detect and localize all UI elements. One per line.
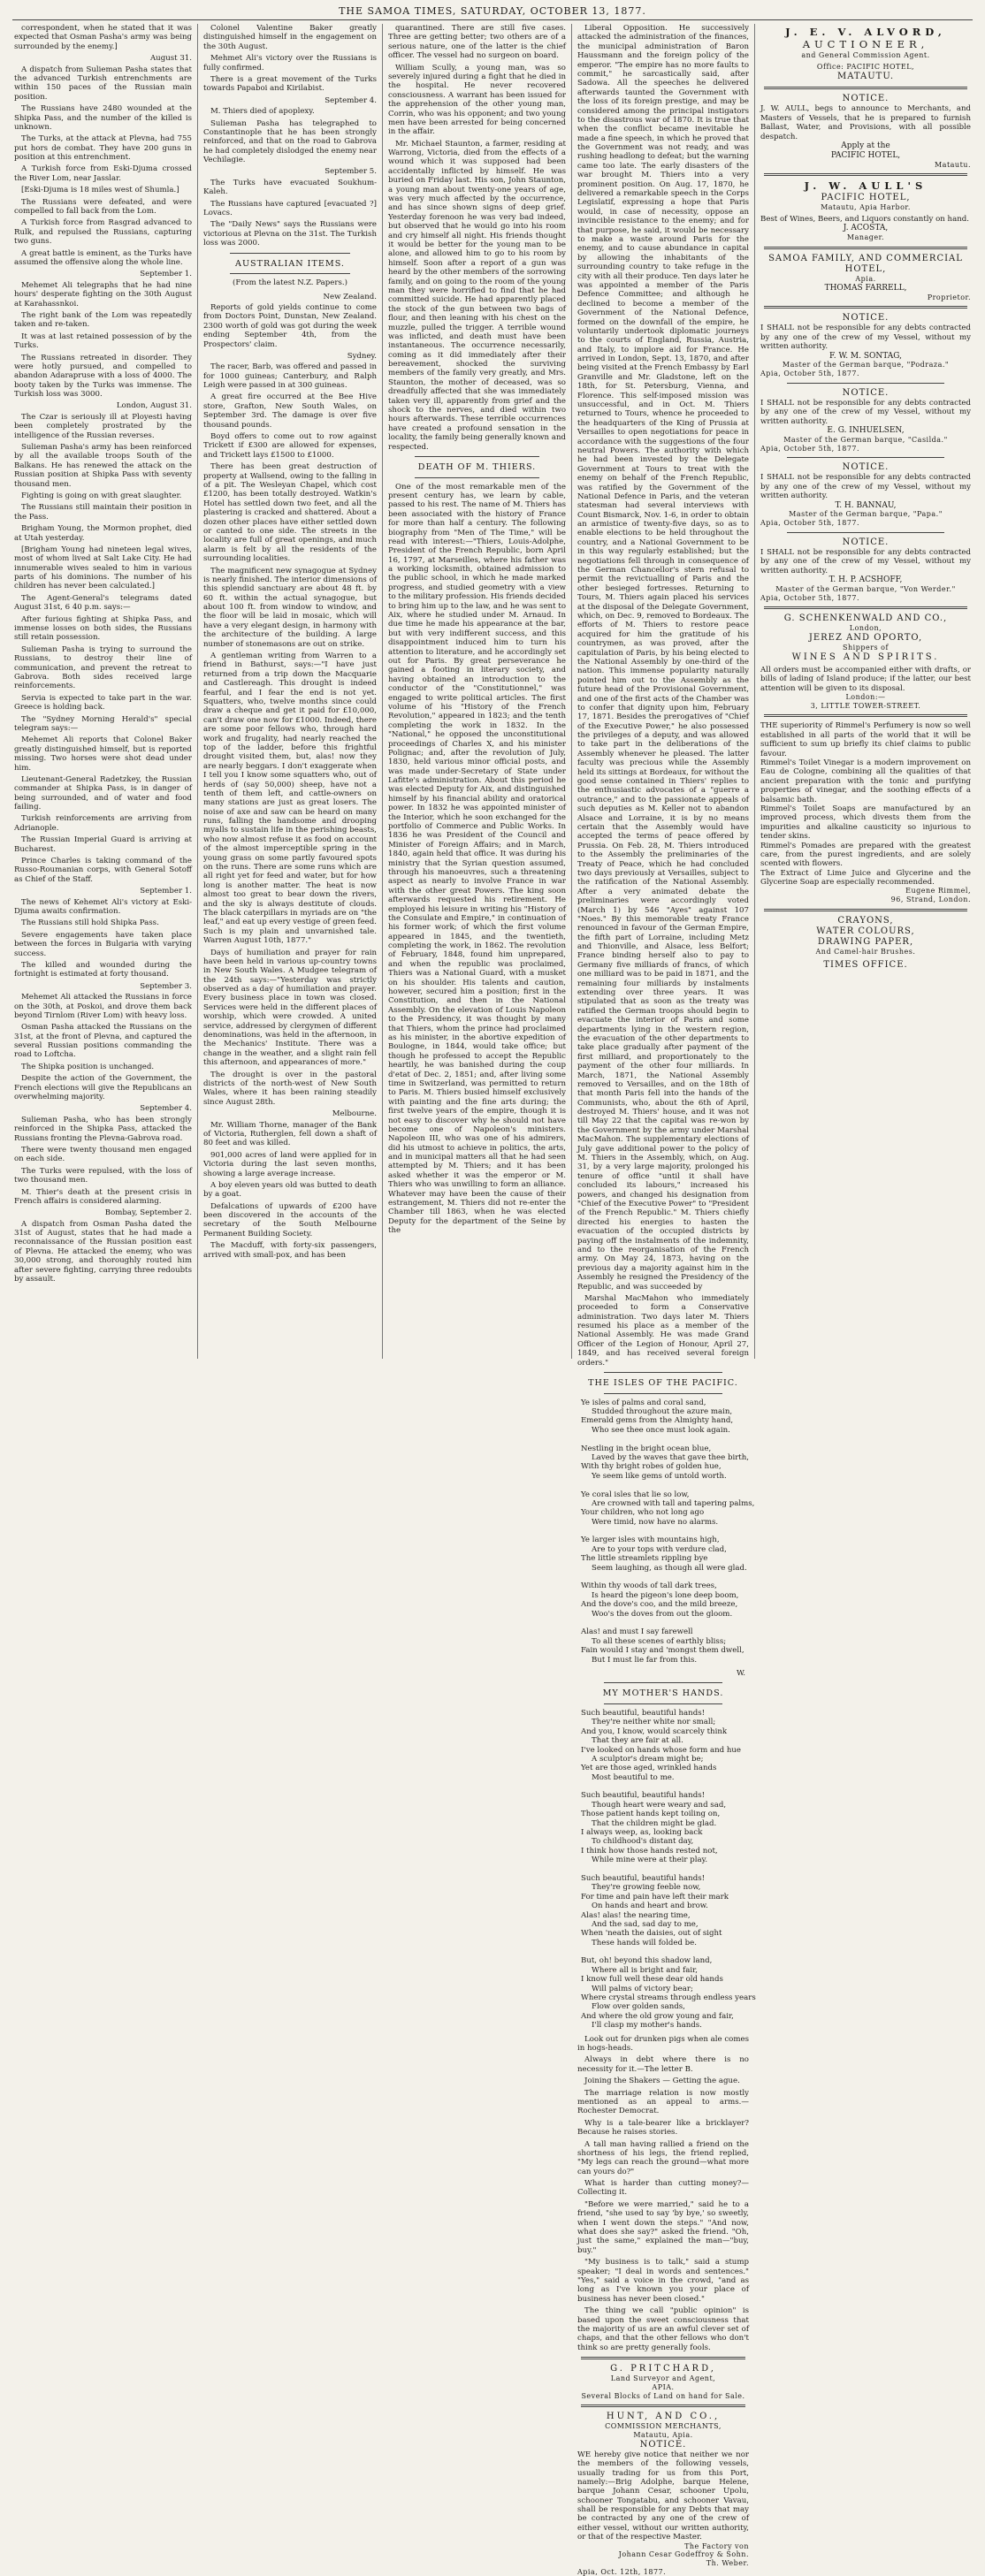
notice-bannau [760, 462, 971, 527]
alvord-title: AUCTIONEER, [802, 37, 929, 50]
poem-line: Your children, who not long ago [581, 1508, 705, 1518]
hunt-date: Apia, Oct. 12th, 1877. [577, 2567, 667, 2576]
paragraph: The Russians retreated in disorder. They were hotly pursued, and compelled to abandon Adarapruse with a loss of 4000. The booty taken by the Turks was immense. The Turkish loss was 3000. [14, 353, 192, 400]
hunt-name: HUNT, AND CO., [606, 2412, 721, 2422]
paragraph: There is a great movement of the Turks towards Papaboi and Kirilabist. [203, 74, 377, 94]
paragraph: Mehemet Ali attacked the Russians in force on the 30th, at Poskoi, and drove them back beyond Tirnlom (River Lom) with heavy loss. [14, 993, 192, 1020]
poem-line [581, 1619, 749, 1627]
divider [604, 1393, 722, 1394]
divider [581, 2405, 745, 2407]
poem-line: Who see thee once must look again. [592, 1425, 730, 1435]
hunt-sig-1: The Factory von [684, 2542, 749, 2550]
paragraph: Prince Charles is taking command of the Russo-Roumanian corps, with General Sotoff as Chief of the Staff. [14, 857, 192, 884]
dateline: September 1. [140, 270, 192, 279]
paragraph: The marriage relation is now mostly mentioned as an appeal to arms.—Rochester Democrat. [577, 2088, 749, 2116]
paragraph: Sulieman Pasha's army has been reinforced by all the available troops South of the Balkans. He has renewed the attack on the Russian position at Shipka Pass with seventy thousand men. [14, 443, 192, 489]
divider [764, 173, 967, 176]
notice-acshoff [760, 537, 971, 602]
paragraph: The Agent-General's telegrams dated August 31st, 6 40 p.m. says:— [14, 593, 192, 613]
paragraph: The drought is over in the pastoral districts of the north-west of New South Wales, where it has been raining steadily since August 28th. [203, 1070, 377, 1107]
poem-line: Were timid, now have no alarms. [592, 1517, 719, 1527]
notice-date: Apia, October 5th, 1877. [760, 519, 860, 528]
notice-body: I SHALL not be responsible for any debts contracted by any one of the crew of my Vessel, without my written authority. [760, 473, 971, 501]
paragraph: Reports of gold yields continue to come from Doctors Point, Dunstan, New Zealand. 2300 worth of gold was got during the week ending September 4th, from the Prospectors' claim. [203, 302, 377, 349]
column-3 [383, 24, 572, 1359]
schenkenwald-ad [760, 614, 971, 710]
rimmel-sig: Eugene Rimmel, [905, 887, 971, 896]
poem [581, 1398, 755, 1665]
paragraph: Lieutenant-General Radetzkey, the Russian commander at Shipka Pass, is in danger of being surrounded, and of water and food failing. [14, 774, 192, 812]
poem-line: The little streamlets rippling bye [581, 1554, 708, 1564]
notice-name: F. W. M. SONTAG, [828, 351, 903, 361]
poem-line: I think how those hands rested not, [581, 1846, 718, 1856]
dateline: Sydney. [347, 351, 377, 361]
samoa-owner: THOMAS FARRELL, [824, 283, 907, 293]
alvord-town: MATAUTU. [836, 72, 895, 82]
poem-line: That they are fair at all. [592, 1736, 683, 1746]
poem-line: Ye coral isles that lie so low, [581, 1490, 690, 1499]
poem-line: Where all is bright and fair, [592, 1965, 699, 1975]
paragraph: The Russians were defeated, and were compelled to fall back from the Lom. [14, 197, 192, 217]
divider [764, 247, 967, 249]
pritchard-role: Land Surveyor and Agent, [610, 2374, 716, 2383]
pritchard-name: G. PRITCHARD, [610, 2364, 716, 2374]
paragraph: M. Thier's death at the present crisis in French affairs is considered alarming. [14, 1187, 192, 1206]
notice-heading: NOTICE. [842, 94, 890, 104]
sch-body: All orders must be accompanied either with drafts, or bills of lading of Island produce; if the latter, our best attention will be given to its disposal. [760, 665, 971, 693]
paragraph: A tall man having rallied a friend on the shortness of his legs, the friend replied, "My legs can reach the ground—what more can yours do?" [577, 2139, 749, 2176]
dateline: August 31. [149, 54, 192, 64]
poem-line: Are to your tops with verdure clad, [592, 1544, 727, 1554]
notice-date: Apia, October 5th, 1877. [760, 444, 860, 453]
paragraph: quarantined. There are still five cases. Three are getting better; two others are of a serious nature, one of the latter is the chief officer. The vessel had no surgeon on board. [388, 24, 566, 61]
paragraph: Severe engagements have taken place between the forces in Bulgaria with varying success. [14, 930, 192, 958]
rimmel-p1: THE superiority of Rimmel's Perfumery is now so well established in all parts of the world that it will be sufficient to sum up briefly its chief claims to public favour. [760, 721, 971, 758]
hunt-sig-2: Johann Cesar Godeffroy & Sohn. [618, 2550, 749, 2559]
paragraph: The Shipka position is unchanged. [21, 1062, 155, 1071]
poem-line: Such beautiful, beautiful hands! [581, 1791, 706, 1801]
poem-line: Where crystal streams through endless years [581, 1993, 756, 2003]
paragraph: Fighting is going on with great slaughter. [21, 491, 182, 500]
poem-line: While mine were at their play. [592, 1856, 708, 1865]
divider [604, 1372, 722, 1373]
paragraph: Turkish reinforcements are arriving from Adrianople. [14, 814, 192, 833]
dateline: September 4. [325, 95, 377, 105]
paragraph: The Turks have evacuated Soukhum-Kaleh. [203, 178, 377, 197]
divider [604, 1682, 722, 1683]
poem-line: Alas! and must I say farewell [581, 1627, 693, 1637]
poem-line: Ye larger isles with mountains high, [581, 1536, 720, 1545]
paragraph: The "Daily News" says the Russians were victorious at Plevna on the 31st. The Turkish loss was 2000. [203, 220, 377, 248]
poem-line: I always weep, as, looking back [581, 1828, 703, 1838]
notice-body: I SHALL not be responsible for any debts contracted by any one of the crew of my Vessel, without my written authority. [760, 398, 971, 426]
paragraph: Days of humiliation and prayer for rain have been held in various up-country towns in New South Wales. A Mudgee telegram of the 24th says:—"Yesterday was strictly observed as a day of humiliation and prayer. Every business place in town was closed. Services were held in the different places of worship, which were crowded. A united service, addressed by clergymen of different denominations, was held in the afternoon, in the Mechanics' Institute. There was a change in the weather, and a slight rain fell this afternoon, and appearances of more." [203, 948, 377, 1068]
poem-line: Laved by the waves that gave thee birth, [592, 1452, 750, 1462]
section-heading: AUSTRALIAN ITEMS. [235, 258, 345, 269]
alvord-ad [760, 27, 971, 82]
poem-line: Will palms of victory bear; [592, 1984, 693, 1993]
poem-line: With thy bright robes of golden hue, [581, 1462, 722, 1472]
poem-line [581, 1435, 749, 1444]
column-4 [572, 24, 756, 2576]
paragraph: Joining the Shakers — Getting the ague. [584, 2077, 740, 2086]
paragraph: Despite the action of the Government, the French elections will give the Republicans an overwhelming majority. [14, 1074, 192, 1102]
paragraph: Colonel Valentine Baker greatly distinguished himself in the engagement on the 30th August. [203, 24, 377, 51]
poem-line: And the dove's coo, and the mild breeze, [581, 1600, 738, 1610]
notice-body: J. W. AULL, begs to announce to Merchants, and Masters of Vessels, that he is prepared to furnish Ballast, Water, and Provisions, with all possible despatch. [760, 104, 971, 141]
poem-line: Within thy woods of tall dark trees, [581, 1581, 717, 1591]
rimmel-addr: 96, Strand, London. [890, 896, 971, 904]
paragraph: The magnificent new synagogue at Sydney is nearly finished. The interior dimensions of this splendid sanctuary are about 48 ft. by 60 ft. within the actual synagogue, but about 100 ft. from window to window, and the floor will be laid in mosaic, which will have a very elegant design, in harmony with the architecture of the building. A large number of stonemasons are out on strike. [203, 566, 377, 649]
section-heading: THE ISLES OF THE PACIFIC. [588, 1378, 738, 1389]
poem [581, 1708, 756, 2031]
notice-date: Apia, October 5th, 1877. [760, 370, 860, 378]
paragraph: A great fire occurred at the Bee Hive store, Grafton, New South Wales, on September 3rd. The damage is over five thousand pounds. [203, 392, 377, 430]
poem-line: Alas! alas! the nearing time, [581, 1910, 691, 1920]
notice-body: I SHALL not be responsible for any debts contracted by any one of the crew of my Vessel, without my written authority. [760, 547, 971, 575]
section-heading: MY MOTHER'S HANDS. [602, 1688, 724, 1699]
poem-line: And where the old grow young and fair, [581, 2011, 734, 2021]
poem-line [581, 1947, 749, 1956]
samoa-hotel-ad [760, 254, 971, 301]
notice-role: Master of the German barque, "Podraza." [782, 361, 950, 370]
crayons-line-3: DRAWING PAPER, [817, 936, 914, 947]
poem-line: When 'neath the daisies, out of sight [581, 1929, 722, 1939]
poem-line [581, 1865, 749, 1874]
advertisements-column [755, 24, 976, 1359]
aull-manager-title: Manager. [846, 233, 885, 242]
poem-line: On hands and heart and brow. [592, 1902, 708, 1911]
alvord-name: J. E. V. ALVORD, [785, 26, 946, 38]
paragraph: The right bank of the Lom was repeatedly taken and re-taken. [14, 310, 192, 330]
divider [415, 456, 539, 457]
crayons-line-2: WATER COLOURS, [816, 926, 915, 936]
dateline: September 1. [140, 887, 192, 896]
paragraph: Mr. Michael Staunton, a farmer, residing at Warrong, Victoria, died from the effects of a wound which it was supposed had been accidentally inflicted by himself. He was buried on Friday last. His son, John Staunton, a young man about twenty-one years of age, was very much affected by the occurrence, and has since shown signs of deep grief. Yesterday forenoon he was very bad indeed, but observed that he would go into his room and cry himself all night. His friends thought it would be better for the young man to be alone, and allowed him to go to his room by himself. Soon after a report of a gun was heard by the other members of the sorrowing family, and on going to the room of the young man they were horrified to find that he had committed suicide. He had apparently placed the stock of the gun between two bags of flour, and then leaning with his chest on the muzzle, pulled the trigger. A terrible wound was inflicted, and death must have been instantaneous. The occurrence necessarily, coming as it did immediately after their bereavement, shocked the surviving members of the family very greatly, and Mrs. Staunton, the mother of deceased, was so dreadfully affected that she was immediately taken very ill, apparently from grief and the shock to the nerves, and died within two hours afterwards. These terrible occurrences have created a profound sensation in the locality, the family being generally known and respected. [388, 139, 566, 452]
poem-line: Most beautiful to me. [592, 1772, 675, 1782]
paragraph: 901,000 acres of land were applied for in Victoria during the last seven months, showing a large average increase. [203, 1150, 377, 1178]
poem-line: Such beautiful, beautiful hands! [581, 1708, 706, 1718]
rimmel-p2: Rimmel's Toilet Vinegar is a modern improvement on Eau de Cologne, combining all the qualities of that ancient preparation with the tonic and purifying properties of vinegar, and the soothing effects of a balsamic bath. [760, 758, 971, 804]
paragraph: A boy eleven years old was butted to death by a goat. [203, 1180, 377, 1200]
poem-line: Nestling in the bright ocean blue, [581, 1444, 712, 1453]
alvord-office: Office: PACIFIC HOTEL, [816, 63, 915, 72]
divider [230, 253, 350, 254]
paragraph: There has been great destruction of property at Wallsend, owing to the falling in of a pit. The Wesleyan Chapel, which cost £1200, has been totally destroyed. Watkin's Hotel has settled down two feet, and all the plastering is cracked and shattered. About a dozen other places have either settled down or canted to one side. The streets in the locality are full of great openings, and much alarm is felt by all the residents of the surrounding localities. [203, 462, 377, 564]
rimmel-p4: Rimmel's Pomades are prepared with the greatest care, from the purest ingredients, and are solely scented with flowers. [760, 841, 971, 869]
poem-line: I've looked on hands whose form and hue [581, 1745, 742, 1755]
divider [230, 273, 350, 274]
section-subheading: (From the latest N.Z. Papers.) [233, 278, 347, 288]
columns [9, 24, 976, 2576]
hunt-ad [577, 2412, 749, 2576]
paragraph: The Turks were repulsed, with the loss of two thousand men. [14, 1166, 192, 1185]
rimmel-ad [760, 721, 971, 903]
paragraph: The news of Kehemet Ali's victory at Eski-Djuma awaits confirmation. [14, 897, 192, 916]
divider [787, 457, 944, 458]
notice-role: Master of the German barque, "Von Werder." [775, 584, 956, 593]
paragraph: [Eski-Djuma is 18 miles west of Shumla.] [21, 186, 179, 195]
poem-line: I know full well these dear old hands [581, 1975, 723, 1985]
aull-notice [760, 94, 971, 169]
paragraph: Mehemet Ali reports that Colonel Baker greatly distinguished himself, but is reported missing. Two horses were shot dead under him. [14, 735, 192, 773]
divider [764, 909, 967, 911]
sch-addr: 3, LITTLE TOWER-STREET. [810, 701, 921, 710]
hunt-body: WE hereby give notice that neither we nor the members of the following vessels, usually trading for us from this Port, namely:—Brig Adolphe, barque Helene, barque Johann Cesar, schooner Upolu, schooner Tongatabu, and schooner Vavau, shall be responsible for any Debts that may be contracted by any one of the crew of either vessel, without our written authority, or that of the respective Master. [577, 2450, 749, 2542]
poem-line: And you, I know, would scarcely think [581, 1726, 728, 1736]
paragraph: Mehemet Ali telegraphs that he had nine hours' desperate fighting on the 30th August at Karahassnkoi. [14, 280, 192, 309]
divider [764, 714, 967, 717]
paragraph: Liberal Opposition. He successively attacked the administration of the finances, the municipal administration of Baron Haussmann and the foreign policy of the emperor. "The empire has no more faults to commit," he sarcastically said, after Sadowa. All the speeches he delivered afterwards taunted the Government with the loss of its foreign prestige, and may be considered among the principal instigators to the disastrous war of 1870. It is true that when the conflict became inevitable he made a fine speech, in which he proved that the Government was not ready, and was rushing headlong to defeat; but the warning came too late. The early disasters of the war brought M. Thiers into a very prominent position. On Aug. 17, 1870, he delivered a remarkable speech in the Corps Legislatif, expressing a hope that Paris would, in case of necessity, oppose an invincible resistance to the enemy; and for that purpose, he said, it would be necessary to make a waste around Paris for the enemy, and to cause abundance in capital by allowing the inhabitants of the surrounding country to take refuge in the city with all their produce. Ten days later he was appointed a member of the Paris Defence Committee; and although he declined to become a member of the Government of the National Defence, formed on the downfall of the empire, he voluntarily undertook diplomatic journeys to the courts of England, Russia, Austria, and Italy, to implore aid for France. He arrived in London, Sept. 13, 1870, and after being visited at the French Embassy by Earl Granville and Mr. Gladstone, left on the 18th, for St. Petersburg, Vienna, and Florence. This self-imposed mission was unsuccessful, and in Oct. M. Thiers returned to Tours, whence he proceeded to the headquarters of the King of Prussia at Versailles to open negotiations for peace in accordance with the suggestions of the four neutral Powers. The authority with which he had been invested by the Delegate Government at Tours to treat with the enemy on behalf of the French Republic, was ratified by the Government of the National Defence in Paris, and the veteran statesman had several interviews with Count Bismarck, Nov. 1-6, in order to obtain an armistice of twenty-five days, so as to enable elections to be held throughout the country, and a National Government to be in this way regularly established; but the negotiations fell through in consequence of the German Chancellor's stern refusal to permit the revictualling of Paris and the other besieged fortresses. Returning to Tours, M. Thiers again placed his services at the disposal of the Delegate Government, which, on Dec. 9, removed to Bordeaux. The efforts of M. Thiers to restore peace acquired for him the gratitude of his countrymen, as was proved, after the capitulation of Paris, by his being elected to the National Assembly by one-third of the nation. This immense popularity naturally pointed him out to the Assembly as the future head of the Provisional Government, and one of the first acts of the Chamber was to confer that dignity upon him, February 17, 1871. Besides the prerogatives of "Chief of the Executive Power," he also possessed the privileges of a deputy, and was allowed to take part in the deliberations of the Assembly whenever he pleased. The latter faculty was precious while the Assembly held its sittings at Bordeaux, for without the good sense contained in Thiers' replies to the enthusiastic advocates of a "guerre a outrance," and to the passionate appeals of such deputies as M. Keller not to abandon Alsace and Lorraine, it is by no means certain that the Assembly would have accepted the terms of peace offered by Prussia. On Feb. 28, M. Thiers introduced to the Assembly the preliminaries of the Treaty of Peace, which he had concluded two days previously at Versailles, subject to the ratification of the National Assembly. After a very animated debate the preliminaries were accordingly voted (March 1) by 546 "Ayes" against 107 "Noes." By this memorable treaty France renounced in favour of the German Empire, the fifth part of Lorraine, including Metz and Thionville, and Alsace, less Belfort; France binding herself also to pay to Germany five milliards of francs, of which one milliard was to be paid in 1871, and the remaining four milliards by instalments extending over three years. It was stipulated that as soon as the treaty was ratified the German troops should begin to evacuate the interior of Paris and some departments lying in the western region, the evacuation of the other departments to take place gradually after payment of the first milliard, and proportionately to the payment of the other four milliards. In March, 1871, the National Assembly removed to Versailles, and on the 18th of that month Paris fell into the hands of the Communists, who, about the 6th of April, destroyed M. Thiers' house, and it was not till May 22 that the capital was re-won by the Government by the army under Marshal MacMahon. The supplementary elections of July gave additional power to the policy of M. Thiers in the Assembly, which, on Aug. 31, by a very large majority, prolonged his tenure of office "until it shall have concluded its labours," increased his powers, and changed his designation from "Chief of the Executive Power" to "President of the French Republic." M. Thiers chiefly directed his energies to hasten the evacuation of the occupied districts by paying off the instalments of the indemnity, and to the reorganisation of the French army. On May 24, 1873, having on the previous day a majority against him in the Assembly he resigned the Presidency of the Republic, and was succeeded by [577, 24, 749, 1292]
paragraph: Always in debt where there is no necessity for it.—The letter B. [577, 2055, 749, 2074]
paragraph: Mr. William Thorne, manager of the Bank of Victoria, Rutherglen, fell down a shaft of 80 feet and was killed. [203, 1120, 377, 1148]
crayons-line-1: CRAYONS, [837, 915, 894, 926]
poem-line: That the children might be glad. [592, 1818, 717, 1828]
paragraph: The racer, Barb, was offered and passed in for 1000 guineas; Canterbury, and Ralph Leigh were passed in at 300 guineas. [203, 362, 377, 391]
paragraph: Osman Pasha attacked the Russians on the 31st, at the front of Plevna, and captured the several Russian positions commanding the road to Loftcha. [14, 1023, 192, 1060]
pritchard-body: Several Blocks of Land on hand for Sale. [581, 2391, 745, 2400]
paragraph: William Scully, a young man, was so severely injured during a fight that he died in the hospital. He never recovered consciousness. A warrant has been issued for the apprehension of the other young man, Corrin, who was his opponent; and two young men have been arrested for being concerned in the affair. [388, 63, 566, 137]
dateline: Bombay, September 2. [104, 1208, 192, 1218]
poem-line: Yet are those aged, wrinkled hands [581, 1764, 717, 1773]
poem-line: For time and pain have left their mark [581, 1892, 729, 1902]
poem-line: I'll clasp my mother's hands. [592, 2021, 702, 2031]
paragraph: A great battle is eminent, as the Turks have assumed the offensive along the whole line. [14, 248, 192, 267]
paragraph: A gentleman writing from Warren to a friend in Bathurst, says:—"I have just returned from a trip down the Macquarie and Castlereagh. This drought is indeed fearful, and I fear the end is not yet. Squatters, who, twelve months since could draw a cheque and get it paid for £10,000, can't draw one now for £1000. Indeed, there are some poor fellows who, through hard work and frugality, had nearly reached the top of the ladder, before this frightful drought visited them, but, alas! now they are nearly beggars. I don't exaggerate when I tell you I know some squatters who, out of herds of (say 50,000) sheep, have not a tenth of them left, and cattle-owners on many stations are just as great losers. The noise of axe and saw can be heard on many runs, falling the handsome and drooping myalls to sustain life in the perishing beasts, who now almost refuse it as food on account of the almost imperceptible spring in the young grass on some partly favoured spots on the runs. There are some runs which are all right yet for feed and water, but for how long is another matter. The heat is now almost too great to bear down the rivers, and the sky is always destitute of clouds. The black caterpillars in myriads are on "the leaf," and eat up every vestige of green feed. Such is my plain and unvarnished tale. Warren August 10th, 1877." [203, 652, 377, 946]
paragraph: Mehmet Ali's victory over the Russians is fully confirmed. [203, 54, 377, 72]
paragraph: The Macduff, with forty-six passengers, arrived with small-pox, and has been [203, 1241, 377, 1260]
paragraph: The Russians have 2480 wounded at the Shipka Pass, and the number of the killed is unknown. [14, 104, 192, 132]
notice-heading: NOTICE. [842, 387, 890, 398]
paragraph: "Before we were married," said he to a friend, "she used to say 'by bye,' so sweetly, when I went down the steps." "And now, what does she say?" asked the friend. "Oh, just the same," explained the man—"buy, buy." [577, 2199, 749, 2255]
poem-line: Woo's the doves from out the gloom. [592, 1609, 733, 1619]
paragraph: Defalcations of upwards of £200 have been discovered in the accounts of the secretary of the South Melbourne Permanent Building Society. [203, 1201, 377, 1238]
divider [415, 477, 539, 478]
notice-role: Master of the German barque, "Papa." [789, 510, 943, 519]
poem-line: Is heard the pigeon's lone deep boom, [592, 1590, 739, 1600]
aull-body: Best of Wines, Beers, and Liquors constantly on hand. [760, 215, 969, 224]
aull-hotel: PACIFIC HOTEL, [821, 193, 911, 203]
poem-line: Though heart were weary and sad, [592, 1800, 727, 1810]
poem-line: Emerald gems from the Almighty hand, [581, 1416, 734, 1426]
pritchard-town: APIA. [652, 2382, 675, 2391]
paragraph: After furious fighting at Shipka Pass, and immense losses on both sides, the Russians still retain possession. [14, 614, 192, 643]
notice-sontag [760, 313, 971, 377]
sch-goods: WINES AND SPIRITS. [791, 652, 940, 662]
notice-body: I SHALL not be responsible for any debts contracted by any one of the crew of my Vessel, without my written authority. [760, 324, 971, 352]
poem-line: But, oh! beyond this shadow land, [581, 1956, 713, 1966]
poem-line [581, 1573, 749, 1581]
paragraph: correspondent, when he stated that it was expected that Osman Pasha's army was being surrounded by the enemy.] [14, 24, 192, 51]
poem-line: Such beautiful, beautiful hands! [581, 1873, 706, 1883]
dateline: September 5. [325, 167, 377, 177]
signature: W. [736, 1668, 745, 1678]
poem-line: To childhood's distant day, [592, 1837, 694, 1847]
paragraph: M. Thiers died of apoplexy. [210, 107, 315, 117]
paragraph: Look out for drunken pigs when ale comes in hogs-heads. [577, 2034, 749, 2053]
notice-inhuelsen [760, 388, 971, 453]
poem-line: Studded throughout the azure main, [592, 1407, 733, 1417]
column-2 [198, 24, 383, 1359]
samoa-town: Apia. [855, 275, 876, 284]
paragraph: The Russian Imperial Guard is arriving at Bucharest. [14, 835, 192, 854]
aull-hotel-ad [760, 180, 971, 242]
notice-name: E. G. INHUELSEN, [827, 426, 905, 436]
divider [764, 306, 967, 309]
paragraph: Boyd offers to come out to row against Trickett if £300 are allowed for expenses, and Trickett lays £1500 to £1000. [203, 432, 377, 460]
paragraph: Sulieman Pasha is trying to surround the Russians, to destroy their line of communication, and prevent the retreat to Gabrova. Both sides received large reinforcements. [14, 644, 192, 691]
notice-name: T. H. P. ACSHOFF, [828, 575, 903, 585]
paragraph: One of the most remarkable men of the present century has, we learn by cable, passed to his rest. The name of M. Thiers has been associated with the history of France for more than half a century. The following biography from "Men of The Time," will be read with interest:—"Thiers, Louis-Adolphe, President of the French Republic, born April 16, 1797, at Marseilles, where his father was a working locksmith, obtained admission to the public school, in which he made marked progress, and studied geometry with a view to the military profession. His friends decided to bring him up to the law, and he was sent to Aix, where he studied under M. Arnaud. In due time he made his appearance at the bar, but with very indifferent success, and this disappointment induced him to turn his attention to literature, and he accordingly set out for Paris. By great perseverance he gained a footing in literary society, and having obtained an introduction to the conductor of the "Constitutionnel," was engaged to write political articles. The first volume of his "History of the French Revolution," appeared in 1823; and the tenth completing the work in 1832. In the "National," he opposed the unconstitutional proceedings of Charles X, and his minister Polignac; and, after the revolution of July, 1830, held various minor official posts, and was made under-Secretary of State under Lafitte's administration. About this period he was elected Deputy for Aix, and distinguished himself by his financial ability and oratorical power. In 1832 he was appointed minister of the Interior, which he soon exchanged for the portfolio of Commerce and Public Works. In 1836 he was President of the Council and Minister of Foreign Affairs; and in March, 1840, again held that office. It was during his ministry that the Syrian question assumed, through his manoeuvres, such a threatening aspect as nearly to involve France in war with the other great Powers. The king soon afterwards requested his retirement. He employed his leisure in writing his "History of the Consulate and Empire," in continuation of his former work; of which the first volume appeared in 1845, and the twentieth, completing the work, in 1862. The revolution of February, 1848, found him unprepared, and when the republic was proclaimed, Thiers was a National Guard, with a musket on his shoulder. His talents and caution, however, secured him a position; first in the Constitution, and then in the National Assembly. On the elevation of Louis Napoleon to the Presidency, it was thought by many that Thiers, whom the prince had proclaimed as his minister, in the abortive expedition of Boulogne, in 1844, would take office; but though he professed to accept the Republic heartily, he was banished during the coup d'etat of Dec. 2, 1851; and, after living some time in Switzerland, was permitted to return to Paris. M. Thiers busied himself exclusively with painting and the fine arts during; the first twelve years of the empire, though it is not easy to discover why he should not have become one of Napoleon's ministers. Napoleon III, who was one of his admirers, did his utmost to achieve in politics, the arts, and in municipal matters all that he had seen attempted by M. Thiers; and it has been asked whether it was the emperor or M. Thiers who was unwilling to form an alliance. Whatever may have been the cause of their estrangement, M. Thiers did not re-enter the Chamber till 1863, when he was elected Deputy for the department of the Seine by the [388, 482, 566, 1236]
hunt-town: Matautu, Apia. [633, 2430, 693, 2439]
divider [764, 87, 967, 89]
paragraph: The "Sydney Morning Herald's" special telegram says:— [14, 714, 192, 733]
section-heading: DEATH OF M. THIERS. [417, 461, 537, 472]
notice-heading: NOTICE. [842, 537, 890, 547]
poem-line: Flow over golden sands, [592, 2002, 685, 2012]
dateline: September 4. [140, 1104, 192, 1114]
sch-firm: JEREZ AND OPORTO, [808, 633, 923, 644]
hunt-role: COMMISSION MERCHANTS, [605, 2422, 722, 2431]
paragraph: A dispatch from Sulieman Pasha states that the advanced Turkish entrenchments are within 150 paces of the Russian main position. [14, 65, 192, 102]
aull-loc: Matautu, Apia Harbor. [821, 203, 911, 212]
masthead: THE SAMOA TIMES, SATURDAY, OCTOBER 13, 1877. [12, 5, 973, 20]
dateline: New Zealand. [323, 292, 377, 301]
poem-line: Fain would I stay and 'mongst them dwell, [581, 1646, 744, 1656]
paragraph: A Turkish force from Rasgrad advanced to Rulk, and repulsed the Russians, capturing two guns. [14, 218, 192, 247]
dateline: London, August 31. [116, 401, 192, 411]
notice-name: T. H. BANNAU, [835, 500, 897, 510]
crayons-ad [760, 916, 971, 971]
dateline: September 3. [140, 981, 192, 991]
poem-line: A sculptor's dream might be; [592, 1754, 704, 1764]
paragraph: Brigham Young, the Mormon prophet, died at Utah yesterday. [14, 524, 192, 543]
paragraph: Why is a tale-bearer like a bricklayer? Because he raises stories. [577, 2118, 749, 2138]
poem-line: But I must lie far from this. [592, 1655, 698, 1665]
sch-role: Shippers of [843, 644, 889, 652]
sch-name: G. SCHENKENWALD AND CO., [783, 614, 948, 624]
paragraph: The thing we call "public opinion" is based upon the sweet consciousness that the majority of us are an awful clever set of chaps, and that the other fellows who don't think so are pretty generally fools. [577, 2306, 749, 2352]
paragraph: Servia is expected to take part in the war. Greece is holding back. [14, 693, 192, 713]
notice-date: Apia, October 5th, 1877. [760, 593, 860, 602]
aull-name: J. W. AULL'S [804, 179, 928, 193]
poem-line: Are crowned with tall and tapering palms, [592, 1498, 755, 1508]
poem-line: And the sad, sad day to me, [592, 1919, 699, 1929]
paragraph: "My business is to talk," said a stump speaker; "I deal in words and sentences." "Yes," said a voice in the crowd, "and as long as I've known you your place of business has never been closed." [577, 2258, 749, 2304]
rimmel-p3: Rimmel's Toilet Soaps are manufactured by an improved process, which divests them from the impurities and alkaline causticity so injurious to tender skins. [760, 804, 971, 842]
poem-line: Those patient hands kept toiling on, [581, 1810, 721, 1819]
poem-line: Seem laughing, as though all were glad. [592, 1563, 747, 1573]
divider [581, 2357, 745, 2359]
notice-role: Master of the German barque, "Casilda." [783, 435, 948, 444]
paragraph: A dispatch from Osman Pasha dated the 31st of August, states that he had made a reconnaissance of the Russian position east of Plevna. He attacked the enemy, who was 30,000 strong, and thoroughly routed him after severe fighting, carrying three redoubts by assault. [14, 1219, 192, 1284]
sch-london: London:— [845, 693, 886, 702]
poem-line [581, 1527, 749, 1536]
paragraph: Marshal MacMahon who immediately proceeded to form a Conservative administration. Two days later M. Thiers resumed his place as a member of the National Assembly. He was made Grand Officer of the Legion of Honour, April 27, 1849, and has received several foreign orders." [577, 1293, 749, 1368]
crayons-line-4: And Camel-hair Brushes. [815, 948, 916, 956]
divider [604, 1703, 722, 1704]
hunt-notice: NOTICE. [639, 2439, 687, 2450]
paragraph: What is harder than cutting money?—Collecting it. [577, 2179, 749, 2198]
paragraph: Sulieman Pasha, who has been strongly reinforced in the Shipka Pass, attacked the Russians fronting the Plevna-Gabrova road. [14, 1115, 192, 1143]
pritchard-ad [577, 2364, 749, 2400]
paragraph: [Brigham Young had nineteen legal wives, most of whom lived at Salt Lake City. He had innumerable wives sealed to him in various parts of his dominions. The number of his children has never been calculated.] [14, 545, 192, 591]
alvord-sub: and General Commission Agent. [801, 50, 930, 59]
notice-hotel: PACIFIC HOTEL, [830, 150, 901, 160]
notice-apply: Apply at the [841, 141, 890, 150]
paragraph: The Turks, at the attack at Plevna, had 755 put hors de combat. They have 200 guns in position at this entrenchment. [14, 134, 192, 163]
times-office: TIMES OFFICE. [823, 959, 908, 970]
sch-town: London, [849, 624, 882, 633]
paragraph: The Russians have captured [evacuated ?] Lovacs. [203, 199, 377, 218]
poem-line: Ye isles of palms and coral sand, [581, 1398, 706, 1407]
notice-heading: NOTICE. [842, 462, 890, 473]
column-1 [9, 24, 198, 1359]
poem-line [581, 1782, 749, 1791]
poem-line: They're growing feeble now, [592, 1883, 701, 1893]
paragraph: The Russians still maintain their position in the Pass. [14, 503, 192, 522]
aull-manager: J. ACOSTA, [843, 224, 889, 233]
hunt-sig-3: Th. Weber. [706, 2559, 749, 2567]
dateline: Melbourne. [332, 1109, 377, 1119]
notice-heading: NOTICE. [842, 313, 890, 324]
rimmel-p5: The Extract of Lime Juice and Glycerine and the Glycerine Soap are especially recommended. [760, 868, 971, 888]
poem-line: Ye seem like gems of untold worth. [592, 1471, 727, 1481]
poem-line: These hands will folded be. [592, 1938, 697, 1947]
divider [764, 606, 967, 609]
paragraph: The Russians still hold Shipka Pass. [21, 918, 159, 928]
divider [787, 383, 944, 384]
divider [787, 532, 944, 533]
paragraph: It was at last retained possession of by the Turks. [14, 332, 192, 351]
notice-town: Matautu. [934, 160, 971, 169]
poem-line: To all these scenes of earthly bliss; [592, 1636, 727, 1646]
samoa-title: Proprietor. [927, 293, 971, 301]
samoa-name: SAMOA FAMILY, AND COMMERCIAL HOTEL, [768, 253, 963, 275]
paragraph: A Turkish force from Eski-Djuma crossed the River Lom, near Jasslar. [14, 164, 192, 183]
poem-line [581, 1481, 749, 1490]
paragraph: The killed and wounded during the fortnight is estimated at forty thousand. [14, 960, 192, 979]
poem-line: They're neither white nor small; [592, 1718, 716, 1727]
paragraph: The Czar is seriously ill at Ployesti having been completely prostrated by the intelligence of the Russian reverses. [14, 412, 192, 440]
paragraph: There were twenty thousand men engaged on each side. [14, 1145, 192, 1164]
paragraph: Sulieman Pasha has telegraphed to Constantinople that he has been strongly reinforced, and that on the road to Gabrova he had completely dislodged the enemy near Vechilagie. [203, 118, 377, 165]
